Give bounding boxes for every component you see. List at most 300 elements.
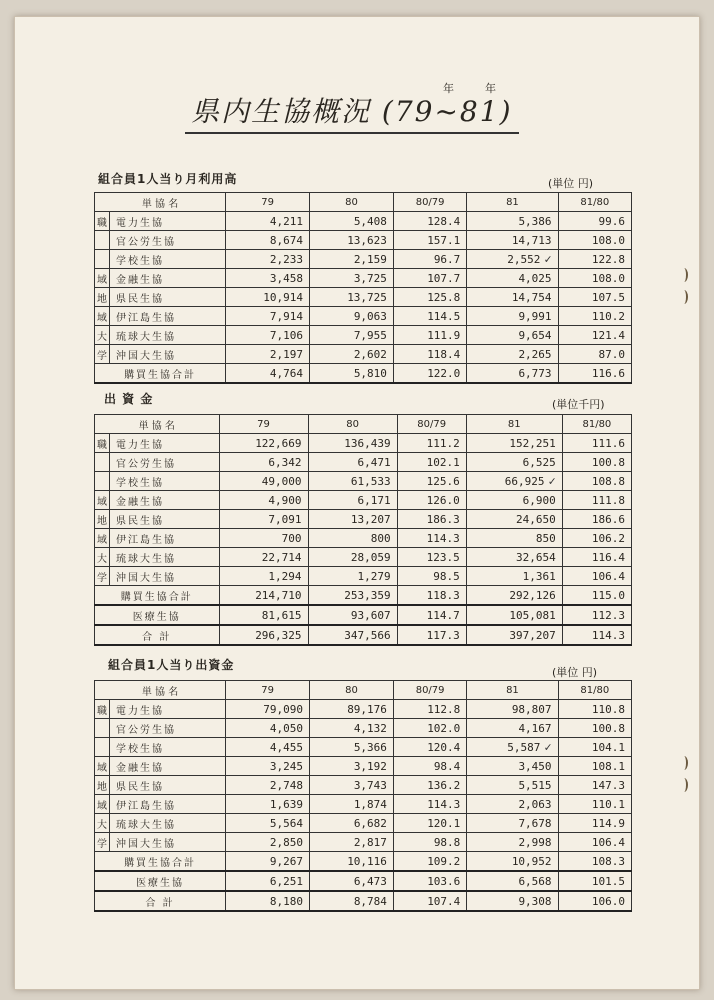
cell-v80 xyxy=(308,472,397,491)
unit-label: (単位 円) xyxy=(548,177,594,190)
cell-r1 xyxy=(393,871,466,891)
cell-value: 128.4 xyxy=(427,214,461,228)
cell-v81 xyxy=(467,738,558,757)
column-header: 81/80 xyxy=(558,193,631,212)
cell-r1 xyxy=(393,307,466,326)
cell-v81 xyxy=(467,891,558,911)
cell-value: 2,602 xyxy=(353,347,387,361)
cell-r2 xyxy=(558,345,631,364)
cell-r1 xyxy=(393,231,466,250)
cell-value: 2,063 xyxy=(518,797,552,811)
cell-value: 6,251 xyxy=(269,874,304,888)
cell-value: 4,764 xyxy=(269,366,304,380)
cell-value: 122.0 xyxy=(427,366,461,380)
cell-value: 14,754 xyxy=(511,290,552,304)
cell-value: 2,159 xyxy=(353,252,387,266)
coop-name: 金融生協 xyxy=(110,757,226,776)
cell-value: 5,408 xyxy=(353,214,387,228)
cell-value: 28,059 xyxy=(350,550,391,564)
data-table xyxy=(94,680,632,912)
cell-value: 120.4 xyxy=(427,740,461,754)
cell-value: 125.6 xyxy=(426,474,460,488)
cell-value: 136,439 xyxy=(344,436,391,450)
cell-value: 102.1 xyxy=(426,455,460,469)
cell-r2 xyxy=(562,510,631,529)
cell-value: 123.5 xyxy=(426,550,460,564)
cell-value: 7,914 xyxy=(269,309,304,323)
check-mark-icon: ✓ xyxy=(548,474,556,488)
cell-v81 xyxy=(467,795,558,814)
cell-value: 115.0 xyxy=(591,588,625,602)
cell-r1 xyxy=(397,529,466,548)
cell-v80 xyxy=(310,871,394,891)
cell-v81 xyxy=(466,472,562,491)
cell-value: 3,192 xyxy=(353,759,387,773)
cell-value: 4,211 xyxy=(269,214,304,228)
cell-v80 xyxy=(310,814,394,833)
table-header-row xyxy=(95,415,632,434)
cell-value: 347,566 xyxy=(344,628,391,642)
cell-v79 xyxy=(226,269,310,288)
column-header: 単 協 名 xyxy=(95,193,226,212)
coop-name: 医療生協 xyxy=(95,871,226,891)
cell-value: 397,207 xyxy=(509,628,556,642)
cell-v81 xyxy=(467,307,558,326)
title-years: (79~81) xyxy=(381,95,513,128)
cell-v80 xyxy=(310,250,394,269)
cell-v81 xyxy=(466,510,562,529)
cell-v81 xyxy=(467,326,558,345)
cell-value: 93,607 xyxy=(350,608,391,622)
cell-v80 xyxy=(308,453,397,472)
cell-value: 9,654 xyxy=(518,328,552,342)
cell-value: 110.8 xyxy=(591,702,625,716)
cell-value: 7,091 xyxy=(268,512,302,526)
cell-v80 xyxy=(310,795,394,814)
cell-value: 9,267 xyxy=(269,854,304,868)
table-row xyxy=(95,269,632,288)
cell-value: 214,710 xyxy=(255,588,302,602)
group-label: 地 xyxy=(95,288,110,307)
cell-v81 xyxy=(467,288,558,307)
cell-r1 xyxy=(397,548,466,567)
table-row xyxy=(95,529,632,548)
cell-value: 98.8 xyxy=(433,835,461,849)
cell-value: 112.3 xyxy=(591,608,625,622)
table-row xyxy=(95,326,632,345)
cell-r2 xyxy=(562,567,631,586)
cell-value: 850 xyxy=(535,531,556,545)
cell-value: 8,674 xyxy=(269,233,304,247)
cell-value: 6,773 xyxy=(518,366,552,380)
check-mark-icon: ✓ xyxy=(544,252,552,266)
cell-v79 xyxy=(219,586,308,606)
cell-v80 xyxy=(308,510,397,529)
cell-value: 108.1 xyxy=(591,759,625,773)
cell-v80 xyxy=(310,719,394,738)
group-label xyxy=(95,250,110,269)
group-label: 大 xyxy=(95,326,110,345)
cell-value: 114.5 xyxy=(427,309,461,323)
cell-v81 xyxy=(467,833,558,852)
cell-value: 1,294 xyxy=(268,569,302,583)
cell-value: 5,810 xyxy=(353,366,387,380)
coop-name: 官公労生協 xyxy=(110,231,226,250)
cell-r2 xyxy=(558,871,631,891)
cell-v80 xyxy=(308,625,397,645)
table-header-row xyxy=(95,193,632,212)
cell-v80 xyxy=(308,434,397,453)
table-row xyxy=(95,871,632,891)
cell-r1 xyxy=(393,364,466,384)
section-heading: 出 資 金 xyxy=(104,392,154,406)
cell-value: 111.2 xyxy=(426,436,460,450)
year-mark: 年 xyxy=(443,82,456,95)
cell-value: 125.8 xyxy=(427,290,461,304)
coop-name: 電力生協 xyxy=(110,434,220,453)
cell-value: 2,817 xyxy=(353,835,387,849)
column-header: 81 xyxy=(467,681,558,700)
cell-value: 49,000 xyxy=(261,474,302,488)
cell-value: 2,998 xyxy=(518,835,552,849)
cell-value: 4,167 xyxy=(518,721,552,735)
cell-r1 xyxy=(397,434,466,453)
cell-value: 1,639 xyxy=(269,797,304,811)
coop-name: 学校生協 xyxy=(110,250,226,269)
cell-value: 9,991 xyxy=(518,309,552,323)
cell-value: 98,807 xyxy=(511,702,552,716)
cell-value: 3,245 xyxy=(269,759,304,773)
table-row xyxy=(95,719,632,738)
cell-value: 114.3 xyxy=(427,797,461,811)
column-header: 79 xyxy=(226,193,310,212)
cell-value: 8,784 xyxy=(353,894,387,908)
coop-name: 沖国大生協 xyxy=(110,833,226,852)
cell-r1 xyxy=(393,269,466,288)
cell-value: 5,564 xyxy=(269,816,304,830)
table-row xyxy=(95,307,632,326)
cell-value: 152,251 xyxy=(509,436,556,450)
cell-r1 xyxy=(397,491,466,510)
cell-v81 xyxy=(466,586,562,606)
cell-v81 xyxy=(467,757,558,776)
cell-v81 xyxy=(467,776,558,795)
cell-value: 1,279 xyxy=(357,569,391,583)
year-mark: 年 xyxy=(485,82,498,95)
cell-value: 105,081 xyxy=(509,608,556,622)
cell-r1 xyxy=(397,586,466,606)
cell-v80 xyxy=(308,586,397,606)
cell-v81 xyxy=(466,529,562,548)
cell-v79 xyxy=(226,852,310,872)
coop-name: 琉球大生協 xyxy=(110,814,226,833)
section-heading: 組合員1人当り月利用高 xyxy=(98,172,238,186)
table-row xyxy=(95,814,632,833)
cell-value: 107.4 xyxy=(427,894,461,908)
cell-r2 xyxy=(558,288,631,307)
cell-value: 118.4 xyxy=(427,347,461,361)
cell-v81 xyxy=(467,852,558,872)
column-header: 80/79 xyxy=(393,193,466,212)
coop-name: 沖国大生協 xyxy=(110,567,220,586)
cell-value: 253,359 xyxy=(344,588,391,602)
cell-v79 xyxy=(226,250,310,269)
cell-value: 4,050 xyxy=(269,721,304,735)
cell-value: 5,587 xyxy=(507,741,541,754)
table-row xyxy=(95,491,632,510)
cell-value: 110.1 xyxy=(591,797,625,811)
cell-r1 xyxy=(393,700,466,719)
cell-r1 xyxy=(393,212,466,231)
cell-value: 100.8 xyxy=(591,721,625,735)
cell-value: 6,342 xyxy=(268,455,302,469)
cell-v81 xyxy=(467,700,558,719)
cell-value: 6,682 xyxy=(353,816,387,830)
table-row xyxy=(95,472,632,491)
coop-name: 購買生協合計 xyxy=(95,852,226,872)
cell-value: 6,900 xyxy=(522,493,556,507)
table-row xyxy=(95,453,632,472)
cell-r2 xyxy=(558,231,631,250)
cell-value: 96.7 xyxy=(433,252,461,266)
cell-r2 xyxy=(562,586,631,606)
column-header: 79 xyxy=(219,415,308,434)
cell-value: 24,650 xyxy=(516,512,556,526)
cell-v79 xyxy=(226,833,310,852)
cell-value: 120.1 xyxy=(427,816,461,830)
column-header: 80/79 xyxy=(393,681,466,700)
cell-value: 8,180 xyxy=(269,894,304,908)
coop-name: 購買生協合計 xyxy=(95,364,226,384)
table-row xyxy=(95,625,632,645)
cell-value: 3,743 xyxy=(353,778,387,792)
cell-value: 14,713 xyxy=(511,233,552,247)
cell-value: 61,533 xyxy=(350,474,391,488)
cell-value: 1,361 xyxy=(522,569,556,583)
cell-r2 xyxy=(558,738,631,757)
cell-value: 109.2 xyxy=(427,854,461,868)
group-label xyxy=(95,738,110,757)
cell-r1 xyxy=(393,891,466,911)
coop-name: 県民生協 xyxy=(110,776,226,795)
group-label: 地 xyxy=(95,776,110,795)
unit-label: (単位千円) xyxy=(552,398,605,411)
cell-v81 xyxy=(466,491,562,510)
cell-value: 106.4 xyxy=(591,835,625,849)
cell-value: 292,126 xyxy=(509,588,556,602)
cell-value: 126.0 xyxy=(426,493,460,507)
cell-value: 116.4 xyxy=(591,550,625,564)
cell-r2 xyxy=(562,529,631,548)
coop-name: 県民生協 xyxy=(110,510,220,529)
cell-value: 4,900 xyxy=(268,493,302,507)
cell-v80 xyxy=(310,288,394,307)
coop-name: 医療生協 xyxy=(95,605,220,625)
cell-value: 2,748 xyxy=(269,778,304,792)
cell-value: 296,325 xyxy=(255,628,302,642)
punch-hole-mark xyxy=(680,756,688,770)
cell-r2 xyxy=(558,795,631,814)
cell-r1 xyxy=(393,852,466,872)
cell-value: 89,176 xyxy=(347,702,387,716)
cell-value: 9,063 xyxy=(353,309,387,323)
cell-v79 xyxy=(226,700,310,719)
cell-v80 xyxy=(310,212,394,231)
cell-v80 xyxy=(310,307,394,326)
cell-v79 xyxy=(226,345,310,364)
cell-value: 66,925 xyxy=(504,475,545,488)
cell-value: 2,850 xyxy=(269,835,304,849)
cell-r1 xyxy=(393,250,466,269)
group-label xyxy=(95,453,110,472)
cell-r2 xyxy=(562,605,631,625)
table-row xyxy=(95,364,632,384)
cell-r1 xyxy=(393,288,466,307)
cell-r2 xyxy=(558,250,631,269)
cell-v81 xyxy=(467,719,558,738)
column-header: 単 協 名 xyxy=(95,681,226,700)
cell-v80 xyxy=(310,345,394,364)
cell-value: 111.6 xyxy=(591,436,625,450)
cell-value: 104.1 xyxy=(591,740,625,754)
cell-v81 xyxy=(467,345,558,364)
cell-v79 xyxy=(219,605,308,625)
coop-name: 金融生協 xyxy=(110,491,220,510)
group-label: 学 xyxy=(95,833,110,852)
cell-v79 xyxy=(219,472,308,491)
cell-r2 xyxy=(562,472,631,491)
group-label: 域 xyxy=(95,795,110,814)
table-row xyxy=(95,510,632,529)
cell-value: 186.6 xyxy=(591,512,625,526)
coop-name: 県民生協 xyxy=(110,288,226,307)
cell-v79 xyxy=(226,212,310,231)
cell-value: 4,025 xyxy=(518,271,552,285)
group-label: 学 xyxy=(95,567,110,586)
table-row xyxy=(95,852,632,872)
cell-v79 xyxy=(226,757,310,776)
table-row xyxy=(95,776,632,795)
cell-r2 xyxy=(562,453,631,472)
cell-value: 108.3 xyxy=(591,854,625,868)
cell-value: 4,132 xyxy=(353,721,387,735)
coop-name: 伊江島生協 xyxy=(110,795,226,814)
group-label: 域 xyxy=(95,529,110,548)
cell-r2 xyxy=(558,269,631,288)
column-header: 81/80 xyxy=(562,415,631,434)
cell-value: 2,233 xyxy=(269,252,304,266)
cell-r1 xyxy=(397,625,466,645)
cell-v80 xyxy=(308,529,397,548)
cell-value: 114.3 xyxy=(426,531,460,545)
group-label: 学 xyxy=(95,345,110,364)
cell-v79 xyxy=(226,364,310,384)
cell-v80 xyxy=(308,548,397,567)
table-header-row xyxy=(95,681,632,700)
group-label: 大 xyxy=(95,814,110,833)
cell-r2 xyxy=(558,700,631,719)
cell-r2 xyxy=(562,491,631,510)
cell-value: 106.4 xyxy=(591,569,625,583)
cell-r2 xyxy=(558,719,631,738)
cell-r2 xyxy=(558,364,631,384)
cell-v81 xyxy=(467,871,558,891)
cell-value: 136.2 xyxy=(427,778,461,792)
cell-value: 114.7 xyxy=(426,608,460,622)
punch-hole-mark xyxy=(680,290,688,304)
cell-r1 xyxy=(393,757,466,776)
cell-r1 xyxy=(393,776,466,795)
cell-r2 xyxy=(558,757,631,776)
check-mark-icon: ✓ xyxy=(544,740,552,754)
cell-r1 xyxy=(397,567,466,586)
cell-value: 106.2 xyxy=(591,531,625,545)
cell-value: 107.7 xyxy=(427,271,461,285)
cell-value: 1,874 xyxy=(353,797,387,811)
table-row xyxy=(95,605,632,625)
cell-value: 700 xyxy=(281,531,302,545)
cell-value: 13,207 xyxy=(350,512,391,526)
column-header: 単 協 名 xyxy=(95,415,220,434)
cell-value: 13,623 xyxy=(347,233,387,247)
cell-v80 xyxy=(310,852,394,872)
cell-value: 114.9 xyxy=(591,816,625,830)
table-row xyxy=(95,548,632,567)
cell-r1 xyxy=(397,453,466,472)
cell-value: 10,952 xyxy=(511,854,552,868)
cell-v80 xyxy=(310,757,394,776)
cell-r1 xyxy=(393,738,466,757)
cell-value: 2,197 xyxy=(269,347,304,361)
column-header: 80 xyxy=(308,415,397,434)
table-row xyxy=(95,434,632,453)
cell-v79 xyxy=(226,776,310,795)
cell-r2 xyxy=(562,548,631,567)
section-heading: 組合員1人当り出資金 xyxy=(108,658,235,672)
cell-v79 xyxy=(226,288,310,307)
cell-value: 6,171 xyxy=(357,493,391,507)
coop-name: 沖国大生協 xyxy=(110,345,226,364)
group-label: 域 xyxy=(95,491,110,510)
cell-value: 147.3 xyxy=(591,778,625,792)
cell-v80 xyxy=(308,491,397,510)
cell-v81 xyxy=(467,814,558,833)
cell-v81 xyxy=(467,250,558,269)
cell-value: 108.8 xyxy=(591,474,625,488)
cell-v79 xyxy=(226,231,310,250)
cell-value: 6,568 xyxy=(518,874,552,888)
cell-value: 32,654 xyxy=(516,550,556,564)
cell-value: 6,471 xyxy=(357,455,391,469)
cell-value: 7,955 xyxy=(353,328,387,342)
cell-v79 xyxy=(219,625,308,645)
cell-v81 xyxy=(466,434,562,453)
punch-hole-mark xyxy=(680,268,688,282)
column-header: 81 xyxy=(466,415,562,434)
cell-r2 xyxy=(558,212,631,231)
cell-value: 121.4 xyxy=(591,328,625,342)
cell-value: 800 xyxy=(370,531,391,545)
group-label: 職 xyxy=(95,434,110,453)
coop-name: 官公労生協 xyxy=(110,719,226,738)
cell-value: 107.5 xyxy=(591,290,625,304)
cell-r2 xyxy=(562,434,631,453)
cell-r1 xyxy=(393,795,466,814)
cell-value: 101.5 xyxy=(591,874,625,888)
cell-r2 xyxy=(558,326,631,345)
cell-v79 xyxy=(226,719,310,738)
cell-v80 xyxy=(310,776,394,795)
